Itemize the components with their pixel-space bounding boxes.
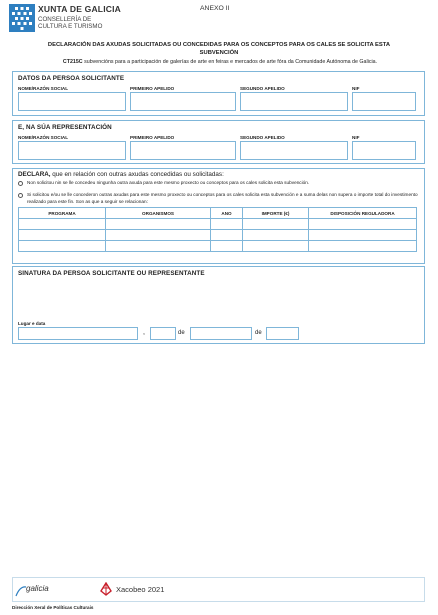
other-aid-table [18, 207, 417, 252]
representative-surname1-label: PRIMEIRO APELIDO [130, 135, 175, 140]
col-header-disposicion: DISPOSICIÓN REGULADORA [309, 208, 417, 219]
applicant-section-title: DATOS DA PERSOA SOLICITANTE [18, 75, 125, 82]
table-cell-programa[interactable] [19, 219, 106, 230]
col-header-importe: IMPORTE (€) [243, 208, 309, 219]
xunta-emblem-icon [9, 4, 35, 32]
month-field[interactable] [190, 327, 252, 340]
applicant-nif-field[interactable] [352, 92, 416, 111]
table-row [19, 241, 417, 252]
day-field[interactable] [150, 327, 176, 340]
place-date-label: Lugar e data [18, 321, 46, 326]
document-subtitle [18, 59, 422, 65]
col-header-ano: ANO [211, 208, 243, 219]
de-label-2: de [255, 330, 262, 336]
representative-surname1-field[interactable] [130, 141, 236, 160]
table-cell-programa[interactable] [19, 241, 106, 252]
applicant-name-label: NOME/RAZÓN SOCIAL [18, 86, 69, 91]
applicant-nif-label: NIF [352, 86, 360, 91]
table-header-row [19, 208, 417, 219]
table-cell-ano[interactable] [211, 219, 243, 230]
title-line1: DECLARACIÓN DAS AXUDAS SOLICITADAS OU CONCEDIDAS PARA OS CONCEPTOS PARA OS CALES SE SOLICITA ESTA [47, 42, 391, 48]
table-cell-disposicion[interactable] [309, 219, 417, 230]
representative-name-label: NOME/RAZÓN SOCIAL [18, 135, 69, 140]
representative-surname2-label: SEGUNDO APELIDO [240, 135, 285, 140]
table-cell-programa[interactable] [19, 230, 106, 241]
galicia-logo-text: galicia [26, 584, 49, 593]
table-row [19, 219, 417, 230]
representative-nif-field[interactable] [352, 141, 416, 160]
col-header-organismos: ORGANISMOS [106, 208, 211, 219]
table-cell-importe[interactable] [243, 219, 309, 230]
procedure-description: subvencións para a participación de galerías de arte en feiras e mercados de arte fóra da Comunidade Autónoma de Galicia. [84, 59, 378, 65]
declaration-title: DECLARA, [18, 171, 51, 178]
org-name: XUNTA DE GALICIA [38, 4, 122, 14]
dept-line2: CULTURA E TURISMO [38, 23, 103, 30]
applicant-surname2-field[interactable] [240, 92, 348, 111]
option-none-radio[interactable] [18, 181, 23, 186]
table-cell-importe[interactable] [243, 230, 309, 241]
xacobeo-logo-text: Xacobeo 2021 [116, 585, 165, 594]
table-cell-ano[interactable] [211, 241, 243, 252]
directorate-name: Dirección Xeral de Políticas Culturais [12, 605, 94, 610]
year-field[interactable] [266, 327, 299, 340]
table-cell-disposicion[interactable] [309, 230, 417, 241]
place-field[interactable] [18, 327, 138, 340]
col-header-programa: PROGRAMA [19, 208, 106, 219]
applicant-surname2-label: SEGUNDO APELIDO [240, 86, 285, 91]
annex-label: ANEXO II [200, 5, 230, 12]
table-cell-disposicion[interactable] [309, 241, 417, 252]
xunta-logo [9, 4, 35, 32]
representative-surname2-field[interactable] [240, 141, 348, 160]
table-cell-ano[interactable] [211, 230, 243, 241]
comma-separator: , [143, 329, 145, 336]
signature-section-title: SINATURA DA PERSOA SOLICITANTE OU REPRESENTANTE [18, 270, 205, 277]
representative-nif-label: NIF [352, 135, 360, 140]
applicant-surname1-label: PRIMEIRO APELIDO [130, 86, 175, 91]
applicant-name-field[interactable] [18, 92, 126, 111]
document-title [20, 42, 418, 57]
de-label-1: de [178, 330, 185, 336]
applicant-surname1-field[interactable] [130, 92, 236, 111]
declaration-heading [18, 171, 224, 178]
xacobeo-scallop-icon [99, 582, 113, 596]
representative-section-title: E, NA SÚA REPRESENTACIÓN [18, 124, 112, 131]
table-cell-importe[interactable] [243, 241, 309, 252]
footer-box [12, 577, 425, 602]
option-other-text: Si solicitou e/ou se lle concederon outras axudas para este mesmo proxecto ou conceptos para os cales solicita esta subvención e a suma delas non supera o importe total do investimento realizado para este fin. Son as que a seguir se relacionan: [27, 192, 418, 204]
table-cell-organismos[interactable] [106, 219, 211, 230]
table-cell-organismos[interactable] [106, 241, 211, 252]
option-none-text: Non solicitou nin se lle concedeu ningunha outra axuda para este mesmo proxecto ou conceptos para os cales solicita esta subvención. [27, 180, 310, 185]
table-cell-organismos[interactable] [106, 230, 211, 241]
representative-name-field[interactable] [18, 141, 126, 160]
title-line2: SUBVENCIÓN [199, 49, 239, 56]
dept-line1: CONSELLERÍA DE [38, 16, 92, 23]
table-row [19, 230, 417, 241]
procedure-code: CT215C [62, 59, 83, 65]
declaration-intro: que en relación con outras axudas concedidas ou solicitadas: [52, 171, 224, 178]
option-other-radio[interactable] [18, 193, 23, 198]
